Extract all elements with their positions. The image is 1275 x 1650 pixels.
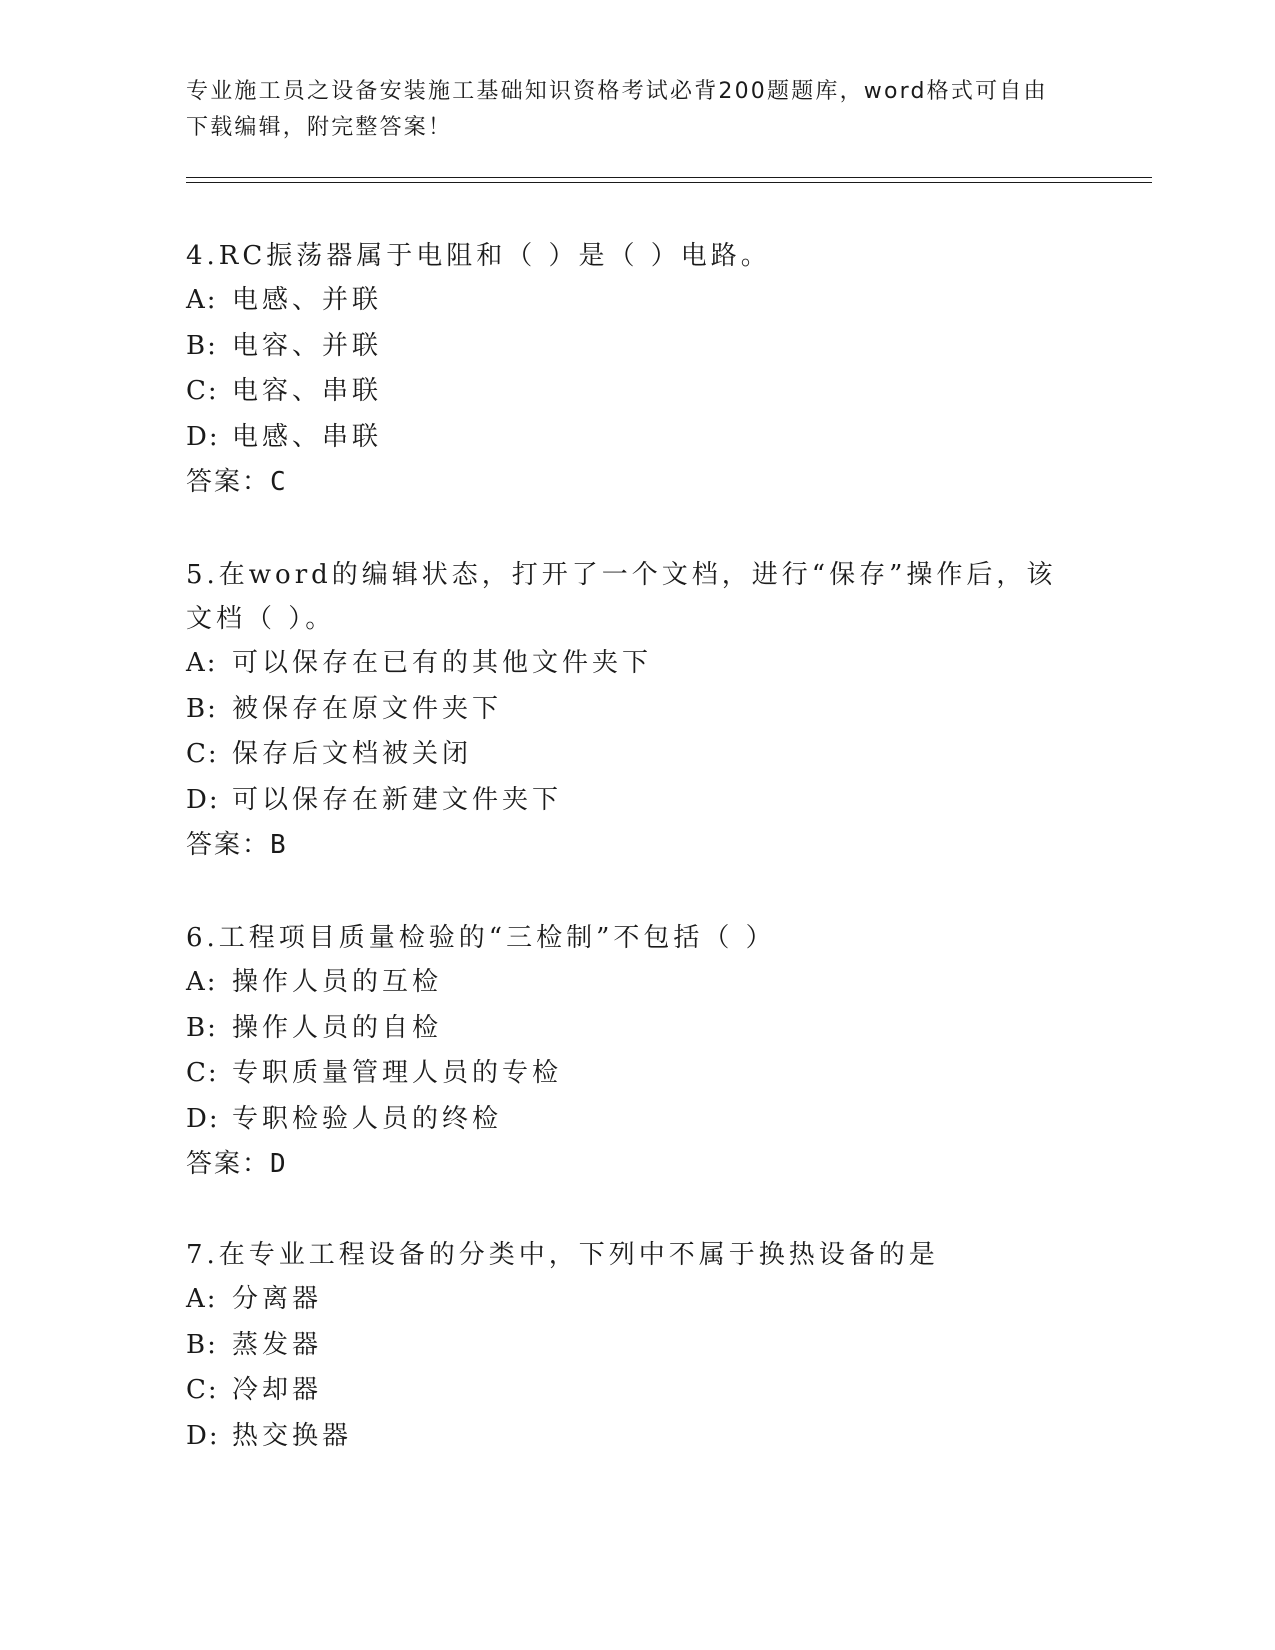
option-key: A: — [186, 967, 218, 997]
option-d — [186, 1414, 1086, 1460]
option-key: A: — [186, 648, 218, 678]
option-b — [186, 1006, 1086, 1052]
option-b — [186, 324, 1086, 370]
option-key: D: — [186, 421, 220, 452]
option-text: 被保存在原文件夹下 — [232, 693, 503, 724]
answer-value: C — [270, 467, 288, 497]
header-line-1: 专业施工员之设备安装施工基础知识资格考试必背200题题库，word格式可自由 — [186, 79, 1048, 104]
option-b — [186, 1323, 1086, 1369]
answer-line — [186, 1142, 1086, 1188]
answer-line — [186, 460, 1086, 506]
option-key: C: — [186, 1375, 219, 1405]
option-c — [186, 1051, 1086, 1097]
option-key: B: — [186, 1012, 218, 1043]
option-text: 冷却器 — [232, 1375, 323, 1405]
option-d — [186, 415, 1086, 461]
option-a — [186, 641, 1086, 687]
answer-label: 答案： — [186, 830, 271, 860]
option-text: 专职质量管理人员的专检 — [232, 1058, 563, 1088]
option-c — [186, 732, 1086, 778]
question-stem: 5.在word的编辑状态，打开了一个文档，进行“保存”操作后，该文档（ ）。 — [186, 560, 1057, 634]
question-5 — [186, 553, 1086, 869]
document-header — [186, 74, 1066, 146]
option-key: B: — [186, 693, 218, 724]
option-text: 蒸发器 — [232, 1329, 323, 1360]
option-text: 操作人员的自检 — [232, 1012, 443, 1043]
answer-line — [186, 823, 1086, 869]
option-a — [186, 1277, 1086, 1323]
question-7 — [186, 1233, 1086, 1459]
option-c — [186, 1368, 1086, 1414]
option-c — [186, 369, 1086, 415]
option-key: C: — [186, 739, 219, 769]
option-text: 电容、串联 — [232, 376, 383, 406]
option-text: 可以保存在新建文件夹下 — [232, 784, 563, 815]
option-key: D: — [186, 1103, 220, 1134]
answer-value: D — [270, 1149, 288, 1179]
option-text: 电容、并联 — [232, 330, 383, 361]
option-key: D: — [186, 784, 220, 815]
option-text: 电感、串联 — [232, 421, 383, 452]
option-b — [186, 687, 1086, 733]
header-line-2: 下载编辑，附完整答案！ — [186, 115, 453, 140]
option-d — [186, 1097, 1086, 1143]
option-text: 操作人员的互检 — [232, 967, 443, 997]
answer-value: B — [270, 830, 288, 860]
question-stem: 4.RC振荡器属于电阻和（ ）是（ ）电路。 — [186, 241, 771, 271]
question-stem: 7.在专业工程设备的分类中，下列中不属于换热设备的是 — [186, 1240, 939, 1270]
option-key: C: — [186, 376, 219, 406]
answer-label: 答案： — [186, 1149, 271, 1179]
option-key: A: — [186, 1284, 218, 1314]
option-key: A: — [186, 285, 218, 315]
question-4 — [186, 234, 1086, 506]
header-divider-bottom — [186, 182, 1152, 183]
option-text: 保存后文档被关闭 — [232, 739, 473, 769]
question-stem: 6.工程项目质量检验的“三检制”不包括（ ） — [186, 923, 776, 953]
header-divider-top — [186, 177, 1152, 178]
question-6 — [186, 916, 1086, 1188]
option-text: 可以保存在已有的其他文件夹下 — [232, 648, 653, 678]
option-text: 专职检验人员的终检 — [232, 1103, 503, 1134]
answer-label: 答案： — [186, 467, 271, 497]
option-key: C: — [186, 1058, 219, 1088]
option-text: 热交换器 — [232, 1420, 353, 1451]
option-key: B: — [186, 1329, 218, 1360]
option-key: D: — [186, 1420, 220, 1451]
option-d — [186, 778, 1086, 824]
option-a — [186, 960, 1086, 1006]
option-a — [186, 278, 1086, 324]
option-text: 电感、并联 — [232, 285, 383, 315]
option-key: B: — [186, 330, 218, 361]
option-text: 分离器 — [232, 1284, 323, 1314]
